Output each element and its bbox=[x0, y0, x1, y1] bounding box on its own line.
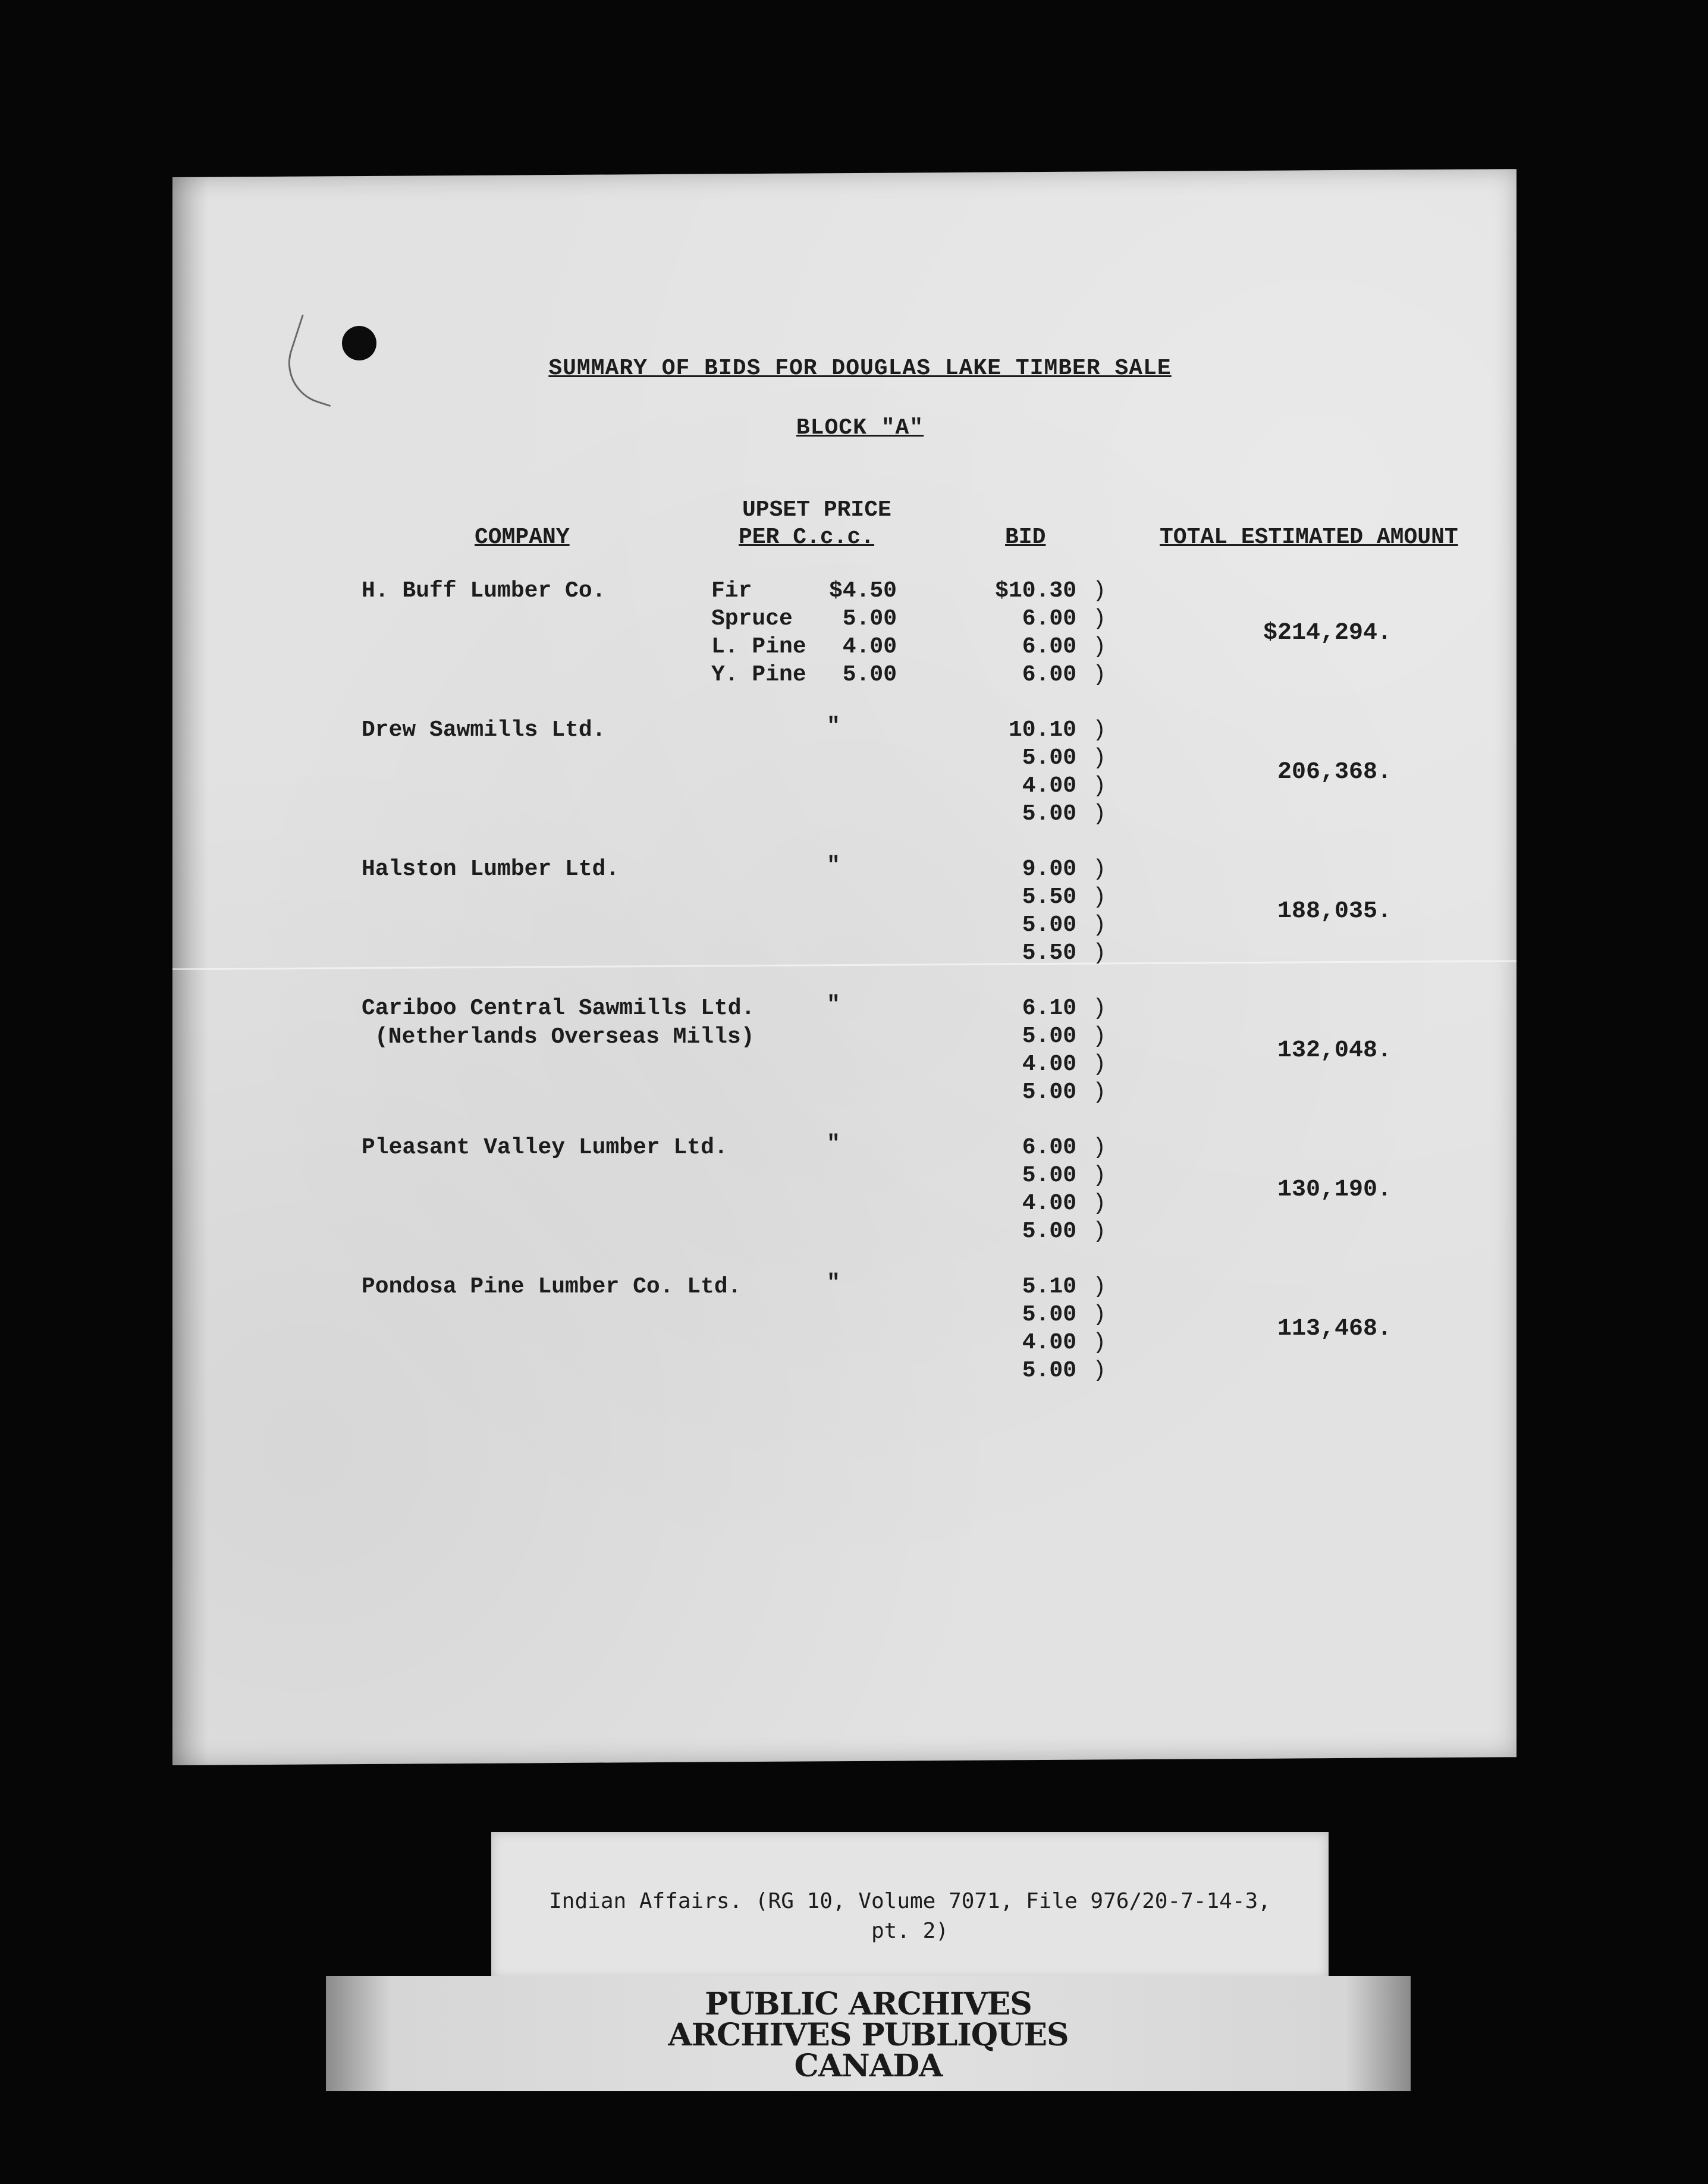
bid-row bbox=[987, 1358, 1106, 1386]
bid-bracket: ) bbox=[1092, 1080, 1106, 1105]
bid-row bbox=[987, 1302, 1106, 1330]
company-name: Pondosa Pine Lumber Co. Ltd. bbox=[362, 1274, 742, 1300]
bid-bracket: ) bbox=[1092, 912, 1106, 938]
upset-price: 4.00 bbox=[842, 634, 897, 660]
bid-row bbox=[987, 1024, 1106, 1052]
bid-value: 6.00 bbox=[1022, 662, 1076, 688]
bid-bracket: ) bbox=[1092, 1219, 1106, 1244]
bid-value: 5.00 bbox=[1022, 1080, 1076, 1105]
bid-bracket: ) bbox=[1092, 1163, 1106, 1188]
archive-stamp bbox=[326, 1986, 1411, 2084]
company-name: Halston Lumber Ltd. bbox=[362, 856, 620, 882]
archive-reference bbox=[491, 1887, 1329, 1946]
bid-row bbox=[987, 1135, 1106, 1163]
bid-values bbox=[987, 1135, 1106, 1247]
archive-reference-line: Indian Affairs. (RG 10, Volume 7071, File 976/20-7-14-3, bbox=[549, 1889, 1271, 1913]
upset-price-row bbox=[711, 634, 897, 662]
species-name: L. Pine bbox=[711, 634, 806, 660]
ditto-mark: " bbox=[827, 714, 840, 739]
total-estimated-amount: 113,468. bbox=[1277, 1316, 1392, 1342]
bidder-row bbox=[0, 992, 1708, 1126]
bid-row bbox=[987, 745, 1106, 773]
document-title: SUMMARY OF BIDS FOR DOUGLAS LAKE TIMBER SALE bbox=[548, 356, 1172, 381]
bid-value: 4.00 bbox=[1022, 1330, 1076, 1355]
bid-row bbox=[987, 578, 1106, 606]
bid-bracket: ) bbox=[1092, 606, 1106, 632]
bid-row bbox=[987, 912, 1106, 940]
bid-bracket: ) bbox=[1092, 745, 1106, 771]
bid-values bbox=[987, 578, 1106, 690]
bid-value: 5.00 bbox=[1022, 1302, 1076, 1328]
bid-value: $10.30 bbox=[995, 578, 1076, 604]
bid-row bbox=[987, 1191, 1106, 1219]
total-estimated-amount: 206,368. bbox=[1277, 759, 1392, 786]
header-bid: BID bbox=[1005, 525, 1046, 550]
bid-bracket: ) bbox=[1092, 884, 1106, 910]
bid-bracket: ) bbox=[1092, 1274, 1106, 1300]
archive-stamp-line: CANADA bbox=[794, 2048, 943, 2084]
bid-value: 6.00 bbox=[1022, 606, 1076, 632]
bid-value: 4.00 bbox=[1022, 773, 1076, 799]
bid-bracket: ) bbox=[1092, 578, 1106, 604]
bid-bracket: ) bbox=[1092, 1135, 1106, 1160]
bid-value: 9.00 bbox=[1022, 856, 1076, 882]
bid-row bbox=[987, 773, 1106, 801]
bid-bracket: ) bbox=[1092, 773, 1106, 799]
upset-price-list bbox=[711, 578, 897, 690]
bidder-row bbox=[0, 578, 1708, 709]
bid-value: 5.00 bbox=[1022, 912, 1076, 938]
ditto-mark: " bbox=[827, 853, 840, 878]
bid-bracket: ) bbox=[1092, 1302, 1106, 1328]
bid-value: 6.00 bbox=[1022, 634, 1076, 660]
bid-bracket: ) bbox=[1092, 1052, 1106, 1077]
bid-row bbox=[987, 1163, 1106, 1191]
bid-row bbox=[987, 662, 1106, 690]
upset-price-row bbox=[711, 606, 897, 634]
company-name: Drew Sawmills Ltd. bbox=[362, 717, 606, 743]
bid-values bbox=[987, 1274, 1106, 1386]
bid-value: 10.10 bbox=[1008, 717, 1076, 743]
bid-row bbox=[987, 634, 1106, 662]
species-name: Spruce bbox=[711, 606, 793, 632]
ditto-mark: " bbox=[827, 1270, 840, 1296]
bid-row bbox=[987, 801, 1106, 829]
bid-bracket: ) bbox=[1092, 662, 1106, 688]
bid-row bbox=[987, 1052, 1106, 1080]
archive-stamp-line: PUBLIC ARCHIVES bbox=[705, 1986, 1032, 2022]
company-subname: (Netherlands Overseas Mills) bbox=[375, 1024, 755, 1050]
bid-value: 5.00 bbox=[1022, 1219, 1076, 1244]
species-name: Fir bbox=[711, 578, 752, 604]
bid-values bbox=[987, 856, 1106, 968]
bid-value: 6.00 bbox=[1022, 1135, 1076, 1160]
bid-value: 5.50 bbox=[1022, 884, 1076, 910]
bid-value: 5.10 bbox=[1022, 1274, 1076, 1300]
archive-stamp-line: ARCHIVES PUBLIQUES bbox=[668, 2017, 1069, 2053]
archive-stamp-strip bbox=[326, 1976, 1411, 2091]
bid-value: 5.00 bbox=[1022, 801, 1076, 827]
company-name: Pleasant Valley Lumber Ltd. bbox=[362, 1135, 728, 1160]
total-estimated-amount: 130,190. bbox=[1277, 1176, 1392, 1203]
bid-row bbox=[987, 884, 1106, 912]
upset-price: $4.50 bbox=[828, 578, 897, 604]
bid-value: 4.00 bbox=[1022, 1052, 1076, 1077]
bid-row bbox=[987, 717, 1106, 745]
bid-bracket: ) bbox=[1092, 996, 1106, 1021]
upset-price-row bbox=[711, 578, 897, 606]
bid-bracket: ) bbox=[1092, 1024, 1106, 1049]
bidder-row bbox=[0, 1131, 1708, 1266]
bid-bracket: ) bbox=[1092, 801, 1106, 827]
bid-value: 5.00 bbox=[1022, 1163, 1076, 1188]
bid-row bbox=[987, 1219, 1106, 1247]
bid-bracket: ) bbox=[1092, 1191, 1106, 1216]
company-name: Cariboo Central Sawmills Ltd. bbox=[362, 996, 755, 1021]
bid-value: 5.00 bbox=[1022, 1024, 1076, 1049]
archive-reference-card bbox=[491, 1832, 1329, 1979]
bid-value: 6.10 bbox=[1022, 996, 1076, 1021]
archive-reference-line: pt. 2) bbox=[871, 1919, 949, 1943]
species-name: Y. Pine bbox=[711, 662, 806, 688]
bid-value: 5.50 bbox=[1022, 940, 1076, 966]
bid-bracket: ) bbox=[1092, 940, 1106, 966]
bid-row bbox=[987, 1080, 1106, 1107]
header-company: COMPANY bbox=[475, 525, 570, 550]
header-upset-unit: PER C.c.c. bbox=[739, 525, 875, 550]
bid-row bbox=[987, 606, 1106, 634]
bid-row bbox=[987, 1330, 1106, 1358]
header-total-estimated-amount: TOTAL ESTIMATED AMOUNT bbox=[1160, 525, 1458, 550]
bid-bracket: ) bbox=[1092, 1358, 1106, 1383]
bid-bracket: ) bbox=[1092, 717, 1106, 743]
block-title: BLOCK "A" bbox=[796, 415, 924, 441]
company-name: H. Buff Lumber Co. bbox=[362, 578, 606, 604]
header-upset-price: UPSET PRICE bbox=[742, 497, 891, 523]
bid-bracket: ) bbox=[1092, 856, 1106, 882]
bid-value: 5.00 bbox=[1022, 1358, 1076, 1383]
upset-price-row bbox=[711, 662, 897, 690]
bidder-row bbox=[0, 1270, 1708, 1405]
bid-values bbox=[987, 996, 1106, 1107]
bid-value: 4.00 bbox=[1022, 1191, 1076, 1216]
bid-row bbox=[987, 1274, 1106, 1302]
bid-bracket: ) bbox=[1092, 634, 1106, 660]
upset-price: 5.00 bbox=[842, 606, 897, 632]
total-estimated-amount: $214,294. bbox=[1263, 620, 1392, 647]
bid-row bbox=[987, 856, 1106, 884]
bid-row bbox=[987, 940, 1106, 968]
bidder-row bbox=[0, 714, 1708, 848]
bid-row bbox=[987, 996, 1106, 1024]
bid-bracket: ) bbox=[1092, 1330, 1106, 1355]
total-estimated-amount: 132,048. bbox=[1277, 1037, 1392, 1064]
total-estimated-amount: 188,035. bbox=[1277, 898, 1392, 925]
ditto-mark: " bbox=[827, 992, 840, 1018]
bid-value: 5.00 bbox=[1022, 745, 1076, 771]
bidder-row bbox=[0, 853, 1708, 987]
bid-values bbox=[987, 717, 1106, 829]
ditto-mark: " bbox=[827, 1131, 840, 1157]
upset-price: 5.00 bbox=[842, 662, 897, 688]
